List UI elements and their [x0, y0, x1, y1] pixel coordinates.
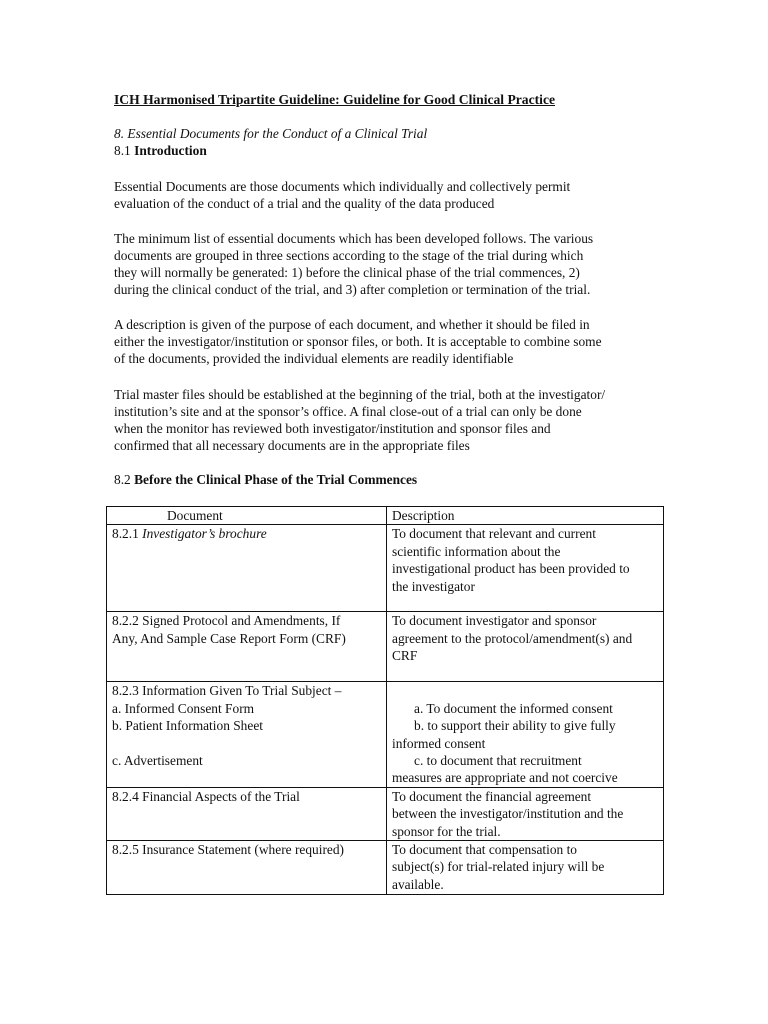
section-heading: 8. Essential Documents for the Conduct of a Clinical Trial: [114, 126, 428, 141]
description-cell: [387, 787, 664, 840]
subsection-heading: [114, 471, 417, 488]
document-line: b. Patient Information Sheet: [112, 718, 263, 734]
document-cell: [107, 612, 387, 682]
document-line: [112, 735, 381, 752]
document-line: 8.2.5 Insurance Statement (where required): [112, 842, 345, 858]
table-row: [107, 682, 664, 787]
paragraph-line: they will normally be generated: 1) before the clinical phase of the trial commences, 2): [114, 265, 580, 280]
document-cell: [107, 525, 387, 612]
description-line: sponsor for the trial.: [392, 823, 501, 839]
intro-number: 8.1: [114, 143, 131, 158]
document-cell: [107, 682, 387, 787]
paragraph-line: A description is given of the purpose of each document, and whether it should be filed in: [114, 317, 590, 332]
description-line: the investigator: [392, 578, 475, 594]
description-line: To document investigator and sponsor: [392, 613, 597, 629]
paragraph-description: [114, 316, 654, 367]
description-cell: [387, 682, 664, 787]
description-cell: [387, 841, 664, 895]
subsection-number: 8.2: [114, 472, 131, 487]
paragraph-line: The minimum list of essential documents which has been developed follows. The various: [114, 231, 594, 246]
intro-label: Introduction: [134, 143, 207, 158]
document-title: ICH Harmonised Tripartite Guideline: Guideline for Good Clinical Practice: [114, 92, 556, 107]
paragraph-essential-documents: [114, 178, 654, 212]
paragraph-line: evaluation of the conduct of a trial and the quality of the data produced: [114, 196, 495, 211]
document-line: 8.2.3 Information Given To Trial Subject –: [112, 683, 342, 699]
description-line: informed consent: [392, 735, 486, 751]
subsection-label: Before the Clinical Phase of the Trial Commences: [134, 472, 418, 487]
description-cell: [387, 525, 664, 612]
paragraph-line: of the documents, provided the individual elements are readily identifiable: [114, 351, 514, 366]
description-line: measures are appropriate and not coercive: [392, 770, 618, 786]
paragraph-minimum-list: [114, 230, 654, 298]
document-number: 8.2.1: [112, 526, 139, 542]
description-cell: [387, 612, 664, 682]
document-cell: [107, 841, 387, 895]
paragraph-line: documents are grouped in three sections according to the stage of the trial during which: [114, 248, 584, 263]
description-line: To document the financial agreement: [392, 788, 592, 804]
description-line: a. To document the informed consent: [414, 700, 613, 716]
document-line: c. Advertisement: [112, 753, 203, 769]
table-row: [107, 612, 664, 682]
paragraph-trial-master-files: [114, 386, 654, 454]
document-cell: [107, 787, 387, 840]
document-line: 8.2.2 Signed Protocol and Amendments, If: [112, 613, 341, 629]
paragraph-line: when the monitor has reviewed both investigator/institution and sponsor files and: [114, 421, 551, 436]
intro-heading: [114, 142, 207, 159]
paragraph-line: either the investigator/institution or sponsor files, or both. It is acceptable to combine some: [114, 334, 602, 349]
document-title-italic: Investigator’s brochure: [142, 526, 267, 542]
paragraph-line: Essential Documents are those documents which individually and collectively permit: [114, 179, 571, 194]
description-line: investigational product has been provided to: [392, 561, 630, 577]
paragraph-line: institution’s site and at the sponsor’s office. A final close-out of a trial can only be done: [114, 404, 582, 419]
description-line: To document that relevant and current: [392, 526, 596, 542]
description-line: CRF: [392, 648, 418, 664]
document-line: Any, And Sample Case Report Form (CRF): [112, 630, 346, 646]
table-row: [107, 787, 664, 840]
document-line: 8.2.4 Financial Aspects of the Trial: [112, 788, 300, 804]
table-row: [107, 841, 664, 895]
paragraph-line: during the clinical conduct of the trial, and 3) after completion or termination of the trial.: [114, 282, 591, 297]
description-line: To document that compensation to: [392, 842, 578, 858]
description-line: between the investigator/institution and the: [392, 806, 624, 822]
description-line: agreement to the protocol/amendment(s) and: [392, 630, 633, 646]
table-header-row: [107, 507, 664, 525]
column-header-description: Description: [387, 507, 664, 525]
description-line: subject(s) for trial-related injury will be: [392, 859, 605, 875]
description-line: available.: [392, 876, 444, 892]
description-line: [392, 682, 658, 699]
table-row: [107, 525, 664, 612]
description-line: b. to support their ability to give fully: [414, 718, 616, 734]
essential-documents-table: [106, 506, 664, 895]
paragraph-line: Trial master files should be established at the beginning of the trial, both at the investigator/: [114, 387, 606, 402]
document-line: a. Informed Consent Form: [112, 700, 255, 716]
column-header-document: Document: [107, 507, 387, 525]
description-line: c. to document that recruitment: [414, 753, 582, 769]
paragraph-line: confirmed that all necessary documents are in the appropriate files: [114, 438, 470, 453]
description-line: scientific information about the: [392, 543, 561, 559]
